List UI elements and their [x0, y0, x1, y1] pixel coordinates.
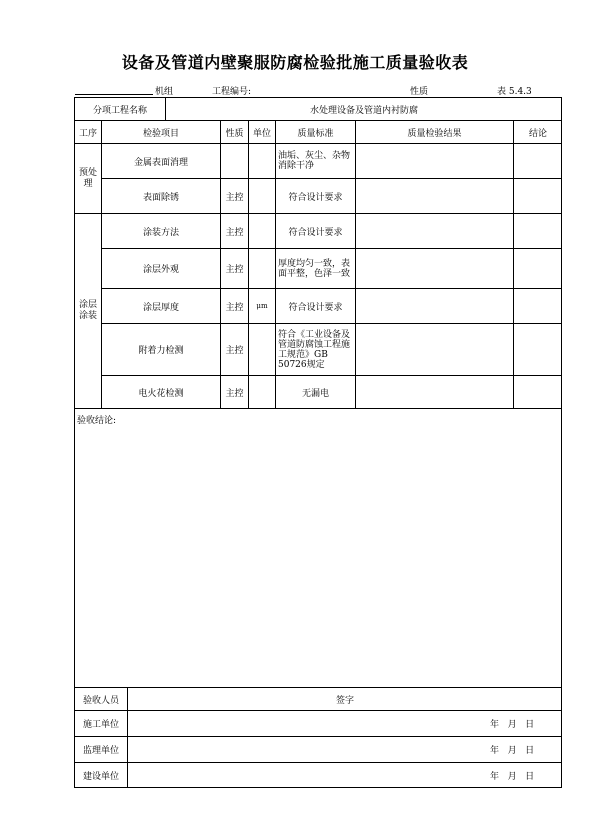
grid-line: [513, 120, 514, 408]
group-pretreatment: 预处 理: [78, 167, 97, 189]
col-standard-header: 质量标准: [297, 128, 334, 139]
row-standard: 符合《工业设备及 管道防腐蚀工程施 工规范》GB 50726规定: [278, 329, 351, 370]
signoff-org-label: 施工单位: [82, 720, 119, 730]
row-unit: μm: [256, 302, 268, 310]
page-title: 设备及管道内壁聚服防腐检验批施工质量验收表: [121, 53, 469, 72]
table-number: 表 5.4.3: [497, 87, 532, 97]
row-item: 涂装方法: [142, 227, 179, 238]
col-process-header: 工序: [78, 128, 97, 139]
row-item: 表面除锈: [142, 192, 179, 203]
row-standard: 符合设计要求: [288, 227, 343, 238]
row-item: 金属表面消理: [133, 157, 188, 168]
personnel-label: 验收人员: [82, 695, 119, 706]
row-standard: 符合设计要求: [288, 302, 343, 313]
row-unit: [249, 376, 275, 408]
col-nature-header: 性质: [225, 128, 244, 139]
col-result-header: 质量检验结果: [407, 128, 462, 139]
row-standard: 厚度均匀一致，表 面平整，色泽一致: [278, 258, 351, 279]
grid-line: [74, 710, 562, 711]
sub-project-label: 分项工程名称: [92, 105, 147, 116]
col-conclusion-header: 结论: [528, 128, 547, 139]
signoff-date: 年 月 日: [490, 746, 535, 756]
row-item: 涂层外观: [142, 265, 179, 275]
row-item: 涂层厚度: [142, 302, 179, 313]
row-nature: 主控: [225, 346, 244, 356]
grid-line: [355, 120, 356, 408]
row-standard: 无漏电: [301, 388, 329, 399]
col-item-header: 检验项目: [142, 128, 179, 139]
row-standard: 油垢、灰尘、杂物 消除干净: [278, 151, 351, 171]
row-nature: [221, 144, 248, 178]
row-unit: [249, 249, 275, 288]
row-standard: 符合设计要求: [288, 192, 343, 203]
unit-label: 机组: [155, 87, 174, 97]
row-unit: [249, 324, 275, 375]
row-nature: 主控: [225, 227, 244, 238]
row-nature: 主控: [225, 265, 244, 275]
signoff-date: 年 月 日: [490, 720, 535, 730]
row-item: 附着力检测: [138, 346, 184, 356]
row-unit: [249, 179, 275, 213]
acceptance-conclusion-label: 验收结论:: [77, 416, 117, 426]
project-no-label: 工程编号:: [212, 87, 252, 97]
nature-label: 性质: [410, 87, 429, 97]
signoff-org-label: 建设单位: [82, 772, 119, 782]
grid-line: [74, 408, 562, 409]
row-item: 电火花检测: [138, 388, 184, 399]
row-unit: [249, 214, 275, 248]
unit-underline: [75, 94, 153, 95]
row-unit: [249, 144, 275, 178]
grid-line: [74, 736, 562, 737]
row-nature: 主控: [225, 388, 244, 399]
col-unit-header: 单位: [252, 128, 271, 139]
signature-label: 签字: [335, 695, 354, 706]
row-nature: 主控: [225, 302, 244, 313]
row-nature: 主控: [225, 192, 244, 203]
grid-line: [74, 762, 562, 763]
signoff-org-label: 监理单位: [82, 746, 119, 756]
signoff-date: 年 月 日: [490, 772, 535, 782]
group-coating: 涂层 涂装: [78, 300, 97, 321]
sub-project-value: 水处理设备及管道内衬防腐: [309, 105, 418, 116]
